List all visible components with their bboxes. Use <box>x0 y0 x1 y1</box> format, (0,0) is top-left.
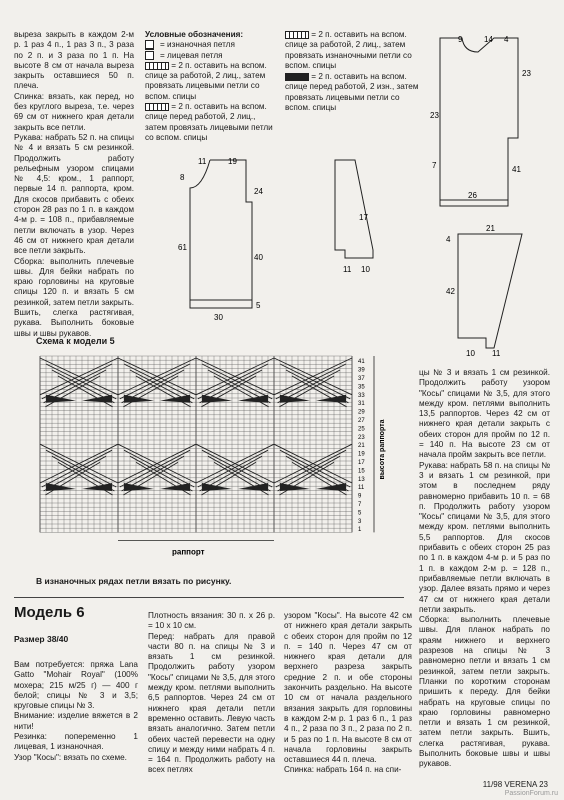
row-number: 25 <box>358 426 365 433</box>
row-number: 3 <box>358 518 362 525</box>
cable-front-purl-symbol-icon <box>285 73 309 81</box>
legend-text: = 2 п. оставить на вспом. спице за работой, 2 лиц., затем провязать изнаночными петли со вспом. спицы <box>285 30 412 70</box>
paragraph: Рукава: набрать 52 п. на спицы № 4 и вязать 5 см резинкой. Продолжить работу рельефным узором спицами № 4,5: кром., 1 раппорт, первые 14 п. раппорта, кром. Для скосов прибавить с обеих сторон 28 раз по 1 п. в каждом 4-м р. = 108 п., прибавляемые петли включать в узор. Через 46 см от нижнего края детали все петли закрыть. <box>14 132 134 256</box>
page-footer: 11/98 VERENA 23 <box>482 780 548 789</box>
legend-text: = 2 п. оставить на вспом. спице перед работой, 2 изн., затем провязать лицевыми петли со вспом. спицы <box>285 72 419 112</box>
cable-back-symbol-icon <box>145 62 169 70</box>
cable-block <box>82 395 112 403</box>
m6-body-scheme <box>428 28 538 218</box>
front-scheme <box>150 150 280 325</box>
dim-label: 30 <box>214 313 223 322</box>
paragraph: Плотность вязания: 30 п. x 26 р. = 10 x 10 см. <box>148 611 275 631</box>
row-number: 39 <box>358 367 365 374</box>
m6-sleeve-scheme <box>438 222 538 362</box>
legend-text: = лицевая петля <box>160 50 223 60</box>
dim-label: 11 <box>492 349 501 358</box>
cable-block <box>202 483 232 491</box>
cable-block <box>46 483 76 491</box>
cable-block <box>202 395 232 403</box>
cable-block <box>316 483 346 491</box>
row-number: 11 <box>358 485 365 492</box>
cable-block <box>238 395 268 403</box>
dim-label: 4 <box>446 235 451 244</box>
row-number: 41 <box>358 359 365 366</box>
repeat-height-label: высота раппорта <box>379 419 386 480</box>
legend-row <box>145 61 275 102</box>
dim-label: 10 <box>361 265 370 274</box>
paragraph: Спинка: вязать, как перед, но без круглого выреза, т.е. через 69 см от нижнего края детали закрыть все петли. <box>14 91 134 132</box>
purl-symbol-icon <box>145 40 154 50</box>
cable-block <box>280 483 310 491</box>
paragraph: Перед: набрать для правой части 80 п. на спицы № 3 и вязать 1 см резинкой. Продолжить работу узором "Косы" спицами № 3,5, для этого между кром. петлями выполнить 6,5 раппортов. Через 24 см от нижнего края детали петли временно оставить. Левую часть вязать аналогично. Затем петли обеих частей перевести на одну спицу и между ними набрать 4 п. = 164 п. Продолжить работу на всех петлях <box>148 631 275 775</box>
section-divider <box>14 597 404 598</box>
legend-title: Условные обозначения: <box>145 30 244 39</box>
dim-label: 41 <box>512 165 521 174</box>
legend-row <box>145 51 275 61</box>
legend-text: = 2 п. оставить на вспом. спице перед работой, 2 лиц., затем провязать лицевыми петли со вспом. спицы <box>145 102 273 142</box>
legend-text: = изнаночная петля <box>160 40 235 50</box>
model6-column-a <box>14 660 138 763</box>
legend-row <box>285 72 420 113</box>
row-number: 35 <box>358 384 365 391</box>
dim-label: 21 <box>486 224 495 233</box>
dim-label: 14 <box>484 35 493 44</box>
paragraph: Узор "Косы": вязать по схеме. <box>14 752 127 762</box>
cable-block <box>46 395 76 403</box>
model6-column-c <box>284 611 412 776</box>
legend-row <box>145 102 275 143</box>
knitting-chart <box>36 348 388 573</box>
row-number: 15 <box>358 468 365 475</box>
paragraph: Рукава: набрать 58 п. на спицы № 3 и вязать 1 см резинкой, при этом в последнем ряду равномерно прибавить 10 п. = 68 п. Продолжить работу узором "Косы" спицами № 3,5, для этого между кром. петлями выполнить 5,5 раппортов. Для скосов прибавить с обеих сторон 25 раз по 1 п. в каждом 4-м р. и 5 раз по 1 п. в каждом 2-м р. = 128 п., прибавляемые петли включать в узор. Далее вязать прямо и через 47 см от нижнего края детали петли закрыть. <box>419 460 550 614</box>
legend-text: = 2 п. оставить на вспом. спице за работой, 2 лиц., затем провязать лицевыми петли со вспом. спицы <box>145 60 267 101</box>
cable-block <box>124 395 154 403</box>
row-number: 5 <box>358 510 362 517</box>
legend-row <box>285 30 420 71</box>
dim-label: 61 <box>178 243 187 252</box>
paragraph: Внимание: изделие вяжется в 2 нити! <box>14 711 138 731</box>
model6-column-b <box>148 611 275 776</box>
dim-label: 11 <box>343 265 352 274</box>
row-number: 13 <box>358 476 365 483</box>
paragraph: Спинка: набрать 164 п. на спи- <box>284 765 402 775</box>
dim-label: 8 <box>180 173 185 182</box>
dim-label: 5 <box>256 301 261 310</box>
cable-block <box>124 483 154 491</box>
dim-label: 11 <box>198 157 207 166</box>
paragraph: Сборка: выполнить плечевые швы. Для бейки набрать по краю горловины на круговые спицы 120 п. и вязать 5 см резинкой, затем петли закрыть. Вшить, слегка растягивая, рукава. Выполнить боковые швы и швы рукавов. <box>14 256 134 338</box>
dim-label: 23 <box>522 69 531 78</box>
row-number: 33 <box>358 392 365 399</box>
row-number: 7 <box>358 502 362 508</box>
dim-label: 24 <box>254 187 263 196</box>
row-number: 9 <box>358 493 362 500</box>
row-number: 37 <box>358 376 365 382</box>
cable-block <box>280 395 310 403</box>
paragraph: Резинка: попеременно 1 лицевая, 1 изнаночная. <box>14 732 138 752</box>
row-number: 21 <box>358 443 365 450</box>
paragraph: узором "Косы". На высоте 42 см от нижнего края детали закрыть с обеих сторон для пройм по 12 п. = 140 п. Через 47 см от нижнего края детали для верхнего разреза закрыть средние 2 п. и обе стороны закончить раздельно. На высоте 10 см от начала раздельного вязания закрыть для горловины в каждом 2-м р. 1 раз 6 п., 1 раз 4 п., 2 раза по 3 п., 2 раза по 2 п. и 5 раз по 1 п. На высоте 8 см от начала горловины закрыть оставшиеся 44 п. плеча. <box>284 611 412 765</box>
knit-symbol-icon <box>145 51 154 60</box>
dim-label: 19 <box>228 157 237 166</box>
dim-label: 9 <box>458 35 463 44</box>
row-number: 1 <box>358 527 362 534</box>
paragraph: Вам потребуется: пряжа Lana Gatto "Mohair Royal" (100% мохера; 215 м/25 г) — 400 г белой; спицы № 3 и 3,5; круговые спицы № 3. <box>14 660 138 711</box>
paragraph: цы № 3 и вязать 1 см резинкой. Продолжить работу узором "Косы" спицами № 3,5, для этого между кром. петлями выполнить 13,5 раппортов. Через 42 см от нижнего края детали закрыть с обеих сторон для пройм по 12 п. = 140 п. На высоте 23 см от начала пройм закрыть все петли. <box>419 368 550 460</box>
sleeve-scheme <box>325 150 385 275</box>
model-size: Размер 38/40 <box>14 634 69 644</box>
dim-label: 7 <box>432 161 437 170</box>
paragraph: Сборка: выполнить плечевые швы. Для планок набрать по краям нижнего и верхнего разрезов на спицы № 3 равномерно петли и вязать 1 см резинкой, затем петли закрыть. Планки по коротким сторонам пришить к переду. Для бейки набрать на круговые спицы по краю горловины равномерно петли и вязать 1 см резинкой, затем петли закрыть. Вшить, слегка растягивая, рукава. Выполнить боковые швы и швы рукавов. <box>419 615 550 769</box>
row-number: 29 <box>358 409 365 416</box>
row-number: 23 <box>358 434 365 441</box>
row-number: 31 <box>358 401 365 408</box>
dim-label: 42 <box>446 287 455 296</box>
legend <box>145 30 425 143</box>
dim-label: 23 <box>430 111 439 120</box>
text-column-left <box>14 30 134 339</box>
legend-row <box>145 40 275 50</box>
row-number: 17 <box>358 460 365 466</box>
dim-label: 40 <box>254 253 263 262</box>
row-number: 19 <box>358 451 365 458</box>
row-number: 27 <box>358 418 365 424</box>
watermark: PassionForum.ru <box>504 790 558 797</box>
cable-back-purl-symbol-icon <box>285 31 309 39</box>
cable-block <box>82 483 112 491</box>
paragraph: вырезa закрыть в каждом 2-м р. 1 раз 4 п., 1 раз 3 п., 3 раза по 2 п. и 3 раза по 1 п. На высоте 8 см от начала выреза закрыть оставшиеся 50 п. плеча. <box>14 30 134 91</box>
cable-block <box>238 483 268 491</box>
chart-note: В изнаночных рядах петли вязать по рисунку. <box>36 576 232 586</box>
dim-label: 17 <box>359 213 368 222</box>
dim-label: 26 <box>468 191 477 200</box>
cable-block <box>160 395 190 403</box>
dim-label: 4 <box>504 35 509 44</box>
model-title: Модель 6 <box>14 604 85 621</box>
cable-block <box>160 483 190 491</box>
dim-label: 10 <box>466 349 475 358</box>
chart-title: Схема к модели 5 <box>36 336 115 346</box>
text-column-right <box>419 368 550 770</box>
repeat-label: раппорт <box>172 547 205 557</box>
cable-block <box>316 395 346 403</box>
cable-front-symbol-icon <box>145 103 169 111</box>
